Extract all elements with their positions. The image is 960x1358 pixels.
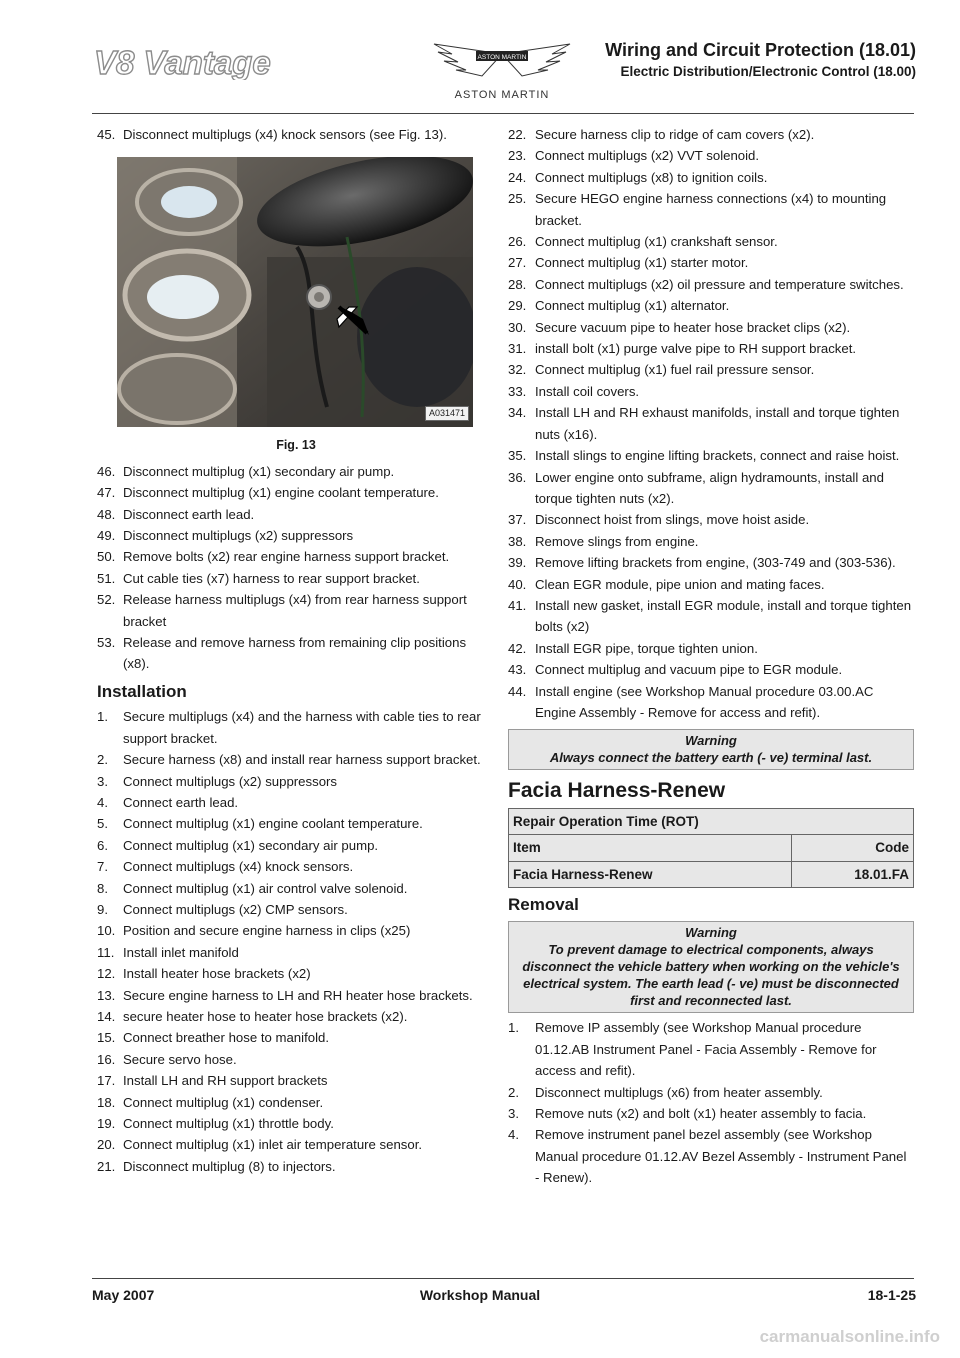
rot-row-item: Facia Harness-Renew (509, 861, 792, 887)
footer-rule (92, 1278, 914, 1279)
header-rule (92, 113, 914, 114)
step-text: Install slings to engine lifting brackets, connect and raise hoist. (535, 448, 900, 464)
step-text: Remove slings from engine. (535, 533, 699, 549)
step-item (508, 167, 914, 188)
step-item (97, 878, 495, 899)
step-text: Remove bolts (x2) rear engine harness support bracket. (123, 549, 450, 565)
svg-text:ASTON MARTIN: ASTON MARTIN (477, 54, 527, 61)
step-item (508, 252, 914, 273)
step-item (97, 1049, 495, 1070)
step-text: Disconnect multiplugs (x4) knock sensors (see Fig. 13). (123, 127, 447, 142)
step-text: Connect multiplug (x1) condenser. (123, 1094, 324, 1110)
warning-title: Warning (685, 733, 737, 749)
step-text: Connect multiplug (x1) secondary air pump. (123, 837, 379, 853)
step-number: 52. (97, 592, 116, 608)
right-column (508, 124, 914, 1189)
watermark: carmanualsonline.info (759, 1327, 940, 1346)
figure-caption: Fig. 13 (276, 438, 316, 453)
step-text: Connect multiplug (x1) throttle body. (123, 1116, 334, 1131)
step-text: secure heater hose to heater hose brackets (x2). (123, 1008, 408, 1024)
step-item (97, 835, 495, 856)
step-number: 27. (508, 255, 527, 271)
step-text: Secure harness (x8) and install rear harness support bracket. (123, 752, 481, 768)
step-text: Connect multiplugs (x2) suppressors (123, 773, 338, 789)
step-text: Connect multiplugs (x2) CMP sensors. (123, 901, 348, 917)
step-number: 1. (508, 1020, 519, 1036)
step-item (508, 317, 914, 338)
step-number: 48. (97, 506, 116, 522)
step-text: Install engine (see Workshop Manual procedure 03.00.AC Engine Assembly - Remove for access and refit). (535, 683, 874, 720)
step-text: Install EGR pipe, torque tighten union. (535, 640, 758, 656)
step-item (508, 552, 914, 573)
step-number: 3. (97, 773, 108, 789)
step-number: 39. (508, 555, 527, 571)
rot-table (508, 808, 914, 888)
step-text: Connect multiplugs (x2) oil pressure and temperature switches. (535, 276, 904, 292)
step-number: 43. (508, 662, 527, 678)
warning-box (508, 729, 914, 770)
aston-martin-wings-logo (432, 40, 572, 94)
step-number: 46. (97, 463, 116, 479)
step-number: 12. (97, 966, 116, 982)
step-number: 35. (508, 448, 527, 464)
step-number: 23. (508, 148, 527, 164)
warning-text: Always connect the battery earth (- ve) terminal last. (549, 750, 873, 766)
step-item (97, 942, 495, 963)
step-item (97, 1134, 495, 1155)
step-number: 1. (97, 709, 108, 725)
step-number: 14. (97, 1008, 116, 1024)
step-text: Remove nuts (x2) and bolt (x1) heater assembly to facia. (535, 1106, 867, 1122)
step-item (97, 1113, 495, 1134)
step-number: 20. (97, 1137, 116, 1153)
step-item (508, 124, 914, 145)
warning-title: Warning (685, 925, 737, 941)
step-text: Remove instrument panel bezel assembly (see Workshop Manual procedure 01.12.AV Bezel Assembly - Instrument Panel - Renew). (535, 1127, 907, 1186)
figure-code: A031471 (425, 406, 469, 421)
step-item (508, 145, 914, 166)
step-item (97, 504, 495, 525)
step-text: Connect multiplug (x1) alternator. (535, 298, 730, 314)
step-number: 3. (508, 1106, 519, 1122)
step-item (97, 1027, 495, 1048)
step-item (97, 461, 495, 482)
step-number: 38. (508, 533, 527, 549)
step-item (97, 525, 495, 546)
step-item (508, 638, 914, 659)
step-number: 4. (97, 794, 108, 810)
step-text: Disconnect earth lead. (123, 506, 255, 522)
step-item (97, 632, 495, 675)
step-number: 21. (97, 1158, 116, 1174)
step-text: Disconnect multiplugs (x6) from heater assembly. (535, 1084, 823, 1100)
step-item (508, 1017, 914, 1081)
step-text: Remove lifting brackets from engine, (303-749 and (303-536). (535, 555, 896, 571)
step-text: Connect multiplugs (x4) knock sensors. (123, 859, 354, 875)
step-text: Disconnect multiplug (x1) engine coolant temperature. (123, 485, 439, 501)
step-text: Secure vacuum pipe to heater hose bracket clips (x2). (535, 319, 851, 335)
step-number: 47. (97, 485, 116, 501)
footer-date: May 2007 (92, 1287, 155, 1303)
step-item (97, 749, 495, 770)
step-number: 32. (508, 362, 527, 378)
step-item (97, 706, 495, 749)
section-heading: Facia Harness-Renew (508, 779, 726, 803)
step-text: Disconnect multiplug (x1) secondary air pump. (123, 463, 395, 479)
step-item (508, 659, 914, 680)
step-text: Connect multiplug (x1) starter motor. (535, 255, 749, 271)
step-item (97, 985, 495, 1006)
left-column (97, 124, 495, 1177)
figure-13 (117, 157, 473, 427)
step-item (508, 188, 914, 231)
engine-photo (117, 157, 473, 427)
step-text: Connect multiplug (x1) crankshaft sensor. (535, 234, 778, 250)
step-number: 30. (508, 319, 527, 335)
step-text: Secure HEGO engine harness connections (x4) to mounting bracket. (535, 191, 887, 228)
step-text: Cut cable ties (x7) harness to rear support bracket. (123, 570, 420, 586)
step-item (508, 1124, 914, 1188)
removal-heading: Removal (508, 895, 579, 914)
step-number: 2. (508, 1084, 519, 1100)
step-list (97, 706, 495, 1177)
step-number: 6. (97, 837, 108, 853)
step-number: 29. (508, 298, 527, 314)
step-number: 8. (97, 880, 108, 896)
step-text: Disconnect multiplug (8) to injectors. (123, 1158, 336, 1174)
step-list (97, 461, 495, 675)
step-text: install bolt (x1) purge valve pipe to RH support bracket. (535, 341, 857, 357)
step-item (508, 445, 914, 466)
step-number: 49. (97, 528, 116, 544)
step-item (508, 231, 914, 252)
step-item (508, 1103, 914, 1124)
step-text: Install inlet manifold (123, 944, 239, 960)
step-item (97, 813, 495, 834)
step-item (508, 381, 914, 402)
step-item (508, 595, 914, 638)
step-text: Connect multiplugs (x8) to ignition coils. (535, 169, 768, 185)
step-number: 17. (97, 1073, 116, 1089)
step-list (97, 124, 495, 145)
step-item (97, 1070, 495, 1091)
step-number: 50. (97, 549, 116, 565)
footer-title: Workshop Manual (419, 1287, 541, 1303)
step-item (97, 792, 495, 813)
step-item (97, 124, 495, 145)
step-text: Connect breather hose to manifold. (123, 1030, 329, 1046)
step-item (508, 295, 914, 316)
step-item (97, 856, 495, 877)
rot-row-code: 18.01.FA (792, 861, 914, 887)
step-item (97, 771, 495, 792)
step-item (508, 359, 914, 380)
step-number: 10. (97, 923, 116, 939)
page-subtitle: Electric Distribution/Electronic Control (18.00) (620, 64, 916, 79)
step-number: 37. (508, 512, 527, 528)
step-number: 44. (508, 683, 527, 699)
step-number: 7. (97, 859, 108, 875)
step-item (97, 1006, 495, 1027)
step-item (97, 589, 495, 632)
installation-heading: Installation (97, 681, 187, 701)
step-text: Release and remove harness from remaining clip positions (x8). (123, 635, 467, 672)
step-item (508, 402, 914, 445)
step-item (97, 920, 495, 941)
step-number: 42. (508, 640, 527, 656)
step-text: Secure harness clip to ridge of cam covers (x2). (535, 127, 815, 142)
step-text: Remove IP assembly (see Workshop Manual procedure 01.12.AB Instrument Panel - Facia Assembly - Remove for access and refit). (535, 1020, 877, 1079)
step-item (97, 482, 495, 503)
step-item (508, 274, 914, 295)
rot-col-code: Code (792, 835, 914, 861)
step-number: 25. (508, 191, 527, 207)
step-number: 31. (508, 341, 527, 357)
step-list (508, 124, 914, 723)
step-text: Secure servo hose. (123, 1051, 237, 1067)
step-text: Position and secure engine harness in clips (x25) (123, 923, 411, 939)
step-number: 4. (508, 1127, 519, 1143)
step-text: Disconnect multiplugs (x2) suppressors (123, 528, 354, 544)
step-text: Install LH and RH support brackets (123, 1073, 328, 1089)
step-text: Connect multiplug and vacuum pipe to EGR module. (535, 662, 843, 678)
step-item (508, 531, 914, 552)
step-item (508, 467, 914, 510)
step-number: 28. (508, 276, 527, 292)
step-text: Connect multiplug (x1) engine coolant temperature. (123, 816, 423, 832)
table-row (509, 861, 914, 887)
step-item (97, 568, 495, 589)
step-number: 34. (508, 405, 527, 421)
step-number: 33. (508, 383, 527, 399)
step-list (508, 1017, 914, 1188)
step-item (97, 963, 495, 984)
step-item (97, 546, 495, 567)
rot-title: Repair Operation Time (ROT) (509, 808, 914, 834)
step-number: 26. (508, 234, 527, 250)
rot-col-item: Item (509, 835, 792, 861)
step-number: 45. (97, 127, 116, 142)
step-text: Connect multiplug (x1) inlet air temperature sensor. (123, 1137, 423, 1153)
step-text: Release harness multiplugs (x4) from rear harness support bracket (123, 592, 467, 629)
step-number: 9. (97, 901, 108, 917)
step-number: 40. (508, 576, 527, 592)
page-title: Wiring and Circuit Protection (18.01) (605, 40, 916, 60)
badge-text: ASTON MARTIN (454, 89, 550, 101)
step-number: 19. (97, 1116, 116, 1131)
v8-vantage-logo (92, 44, 304, 80)
step-item (508, 574, 914, 595)
step-number: 5. (97, 816, 108, 832)
step-text: Connect multiplug (x1) air control valve solenoid. (123, 880, 408, 896)
step-number: 24. (508, 169, 527, 185)
step-number: 18. (97, 1094, 116, 1110)
step-item (97, 1092, 495, 1113)
step-text: Lower engine onto subframe, align hydramounts, install and torque tighten nuts (x2). (535, 469, 884, 506)
warning-box (508, 921, 914, 1013)
step-number: 53. (97, 635, 116, 651)
table-row (509, 835, 914, 861)
warning-text: To prevent damage to electrical components, always disconnect the vehicle battery when working on the vehicle's electrical system. The earth lead (- ve) must be disconnected first and reconnected last. (522, 942, 900, 1009)
step-item (97, 899, 495, 920)
step-text: Connect multiplugs (x2) VVT solenoid. (535, 148, 760, 164)
step-item (508, 338, 914, 359)
step-number: 16. (97, 1051, 116, 1067)
page-number: 18-1-25 (867, 1287, 916, 1303)
step-text: Connect multiplug (x1) fuel rail pressure sensor. (535, 362, 815, 378)
svg-text:V8 Vantage: V8 Vantage (94, 44, 271, 80)
step-item (97, 1156, 495, 1177)
step-item (508, 681, 914, 724)
step-item (508, 509, 914, 530)
step-text: Install LH and RH exhaust manifolds, install and torque tighten nuts (x16). (535, 405, 900, 442)
step-text: Secure engine harness to LH and RH heater hose brackets. (123, 987, 473, 1003)
step-number: 41. (508, 597, 527, 613)
step-text: Disconnect hoist from slings, move hoist aside. (535, 512, 810, 528)
table-row (509, 808, 914, 834)
step-text: Install heater hose brackets (x2) (123, 966, 311, 982)
step-text: Connect earth lead. (123, 794, 239, 810)
step-number: 2. (97, 752, 108, 768)
step-text: Secure multiplugs (x4) and the harness with cable ties to rear support bracket. (123, 709, 481, 746)
step-number: 13. (97, 987, 116, 1003)
step-text: Install coil covers. (535, 383, 640, 399)
step-text: Clean EGR module, pipe union and mating faces. (535, 576, 825, 592)
step-number: 22. (508, 127, 527, 142)
step-number: 36. (508, 469, 527, 485)
step-number: 51. (97, 570, 116, 586)
step-number: 15. (97, 1030, 116, 1046)
step-item (508, 1082, 914, 1103)
step-text: Install new gasket, install EGR module, install and torque tighten bolts (x2) (535, 597, 912, 635)
step-number: 11. (97, 944, 115, 960)
